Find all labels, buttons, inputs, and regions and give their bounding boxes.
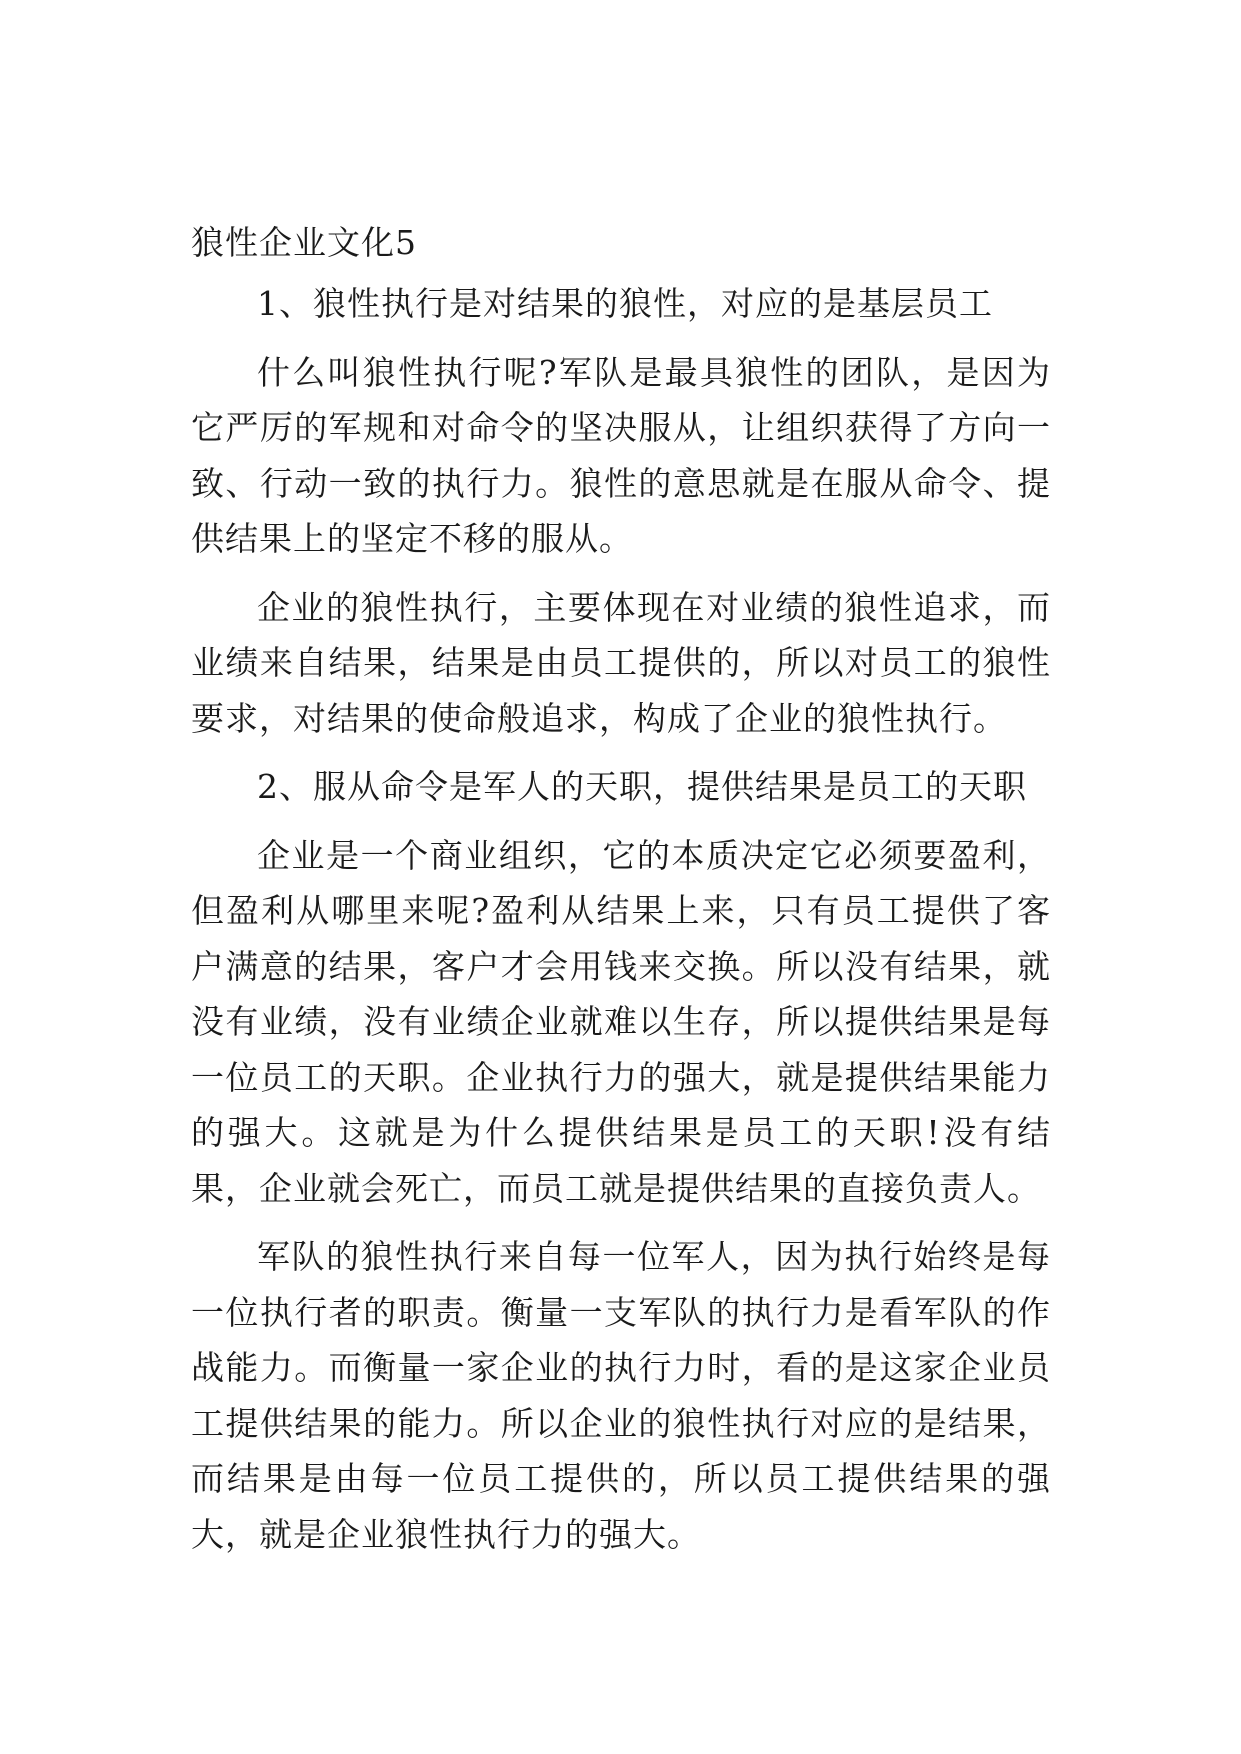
document-page: [191, 218, 1051, 1575]
section-heading-2: 2、服从命令是军人的天职，提供结果是员工的天职: [257, 767, 1027, 806]
paragraph-3: 企业是一个商业组织，它的本质决定它必须要盈利，但盈利从哪里来呢?盈利从结果上来，只有员工提供了客户满意的结果，客户才会用钱来交换。所以没有结果，就没有业绩，没有业绩企业就难以生存，所以提供结果是每一位员工的天职。企业执行力的强大，就是提供结果能力的强大。这就是为什么提供结果是员工的天职!没有结果，企业就会死亡，而员工就是提供结果的直接负责人。: [191, 835, 1051, 1208]
paragraph-1: 什么叫狼性执行呢?军队是最具狼性的团队，是因为它严厉的军规和对命令的坚决服从，让组织获得了方向一致、行动一致的执行力。狼性的意思就是在服从命令、提供结果上的坚定不移的服从。: [191, 352, 1051, 558]
paragraph-4: 军队的狼性执行来自每一位军人，因为执行始终是每一位执行者的职责。衡量一支军队的执行力是看军队的作战能力。而衡量一家企业的执行力时，看的是这家企业员工提供结果的能力。所以企业的狼性执行对应的是结果，而结果是由每一位员工提供的，所以员工提供结果的强大，就是企业狼性执行力的强大。: [191, 1237, 1051, 1554]
section-heading-1: 1、狼性执行是对结果的狼性，对应的是基层员工: [257, 284, 993, 323]
paragraph-2: 企业的狼性执行，主要体现在对业绩的狼性追求，而业绩来自结果，结果是由员工提供的，所以对员工的狼性要求，对结果的使命般追求，构成了企业的狼性执行。: [191, 587, 1051, 738]
document-title: 狼性企业文化5: [191, 223, 417, 262]
